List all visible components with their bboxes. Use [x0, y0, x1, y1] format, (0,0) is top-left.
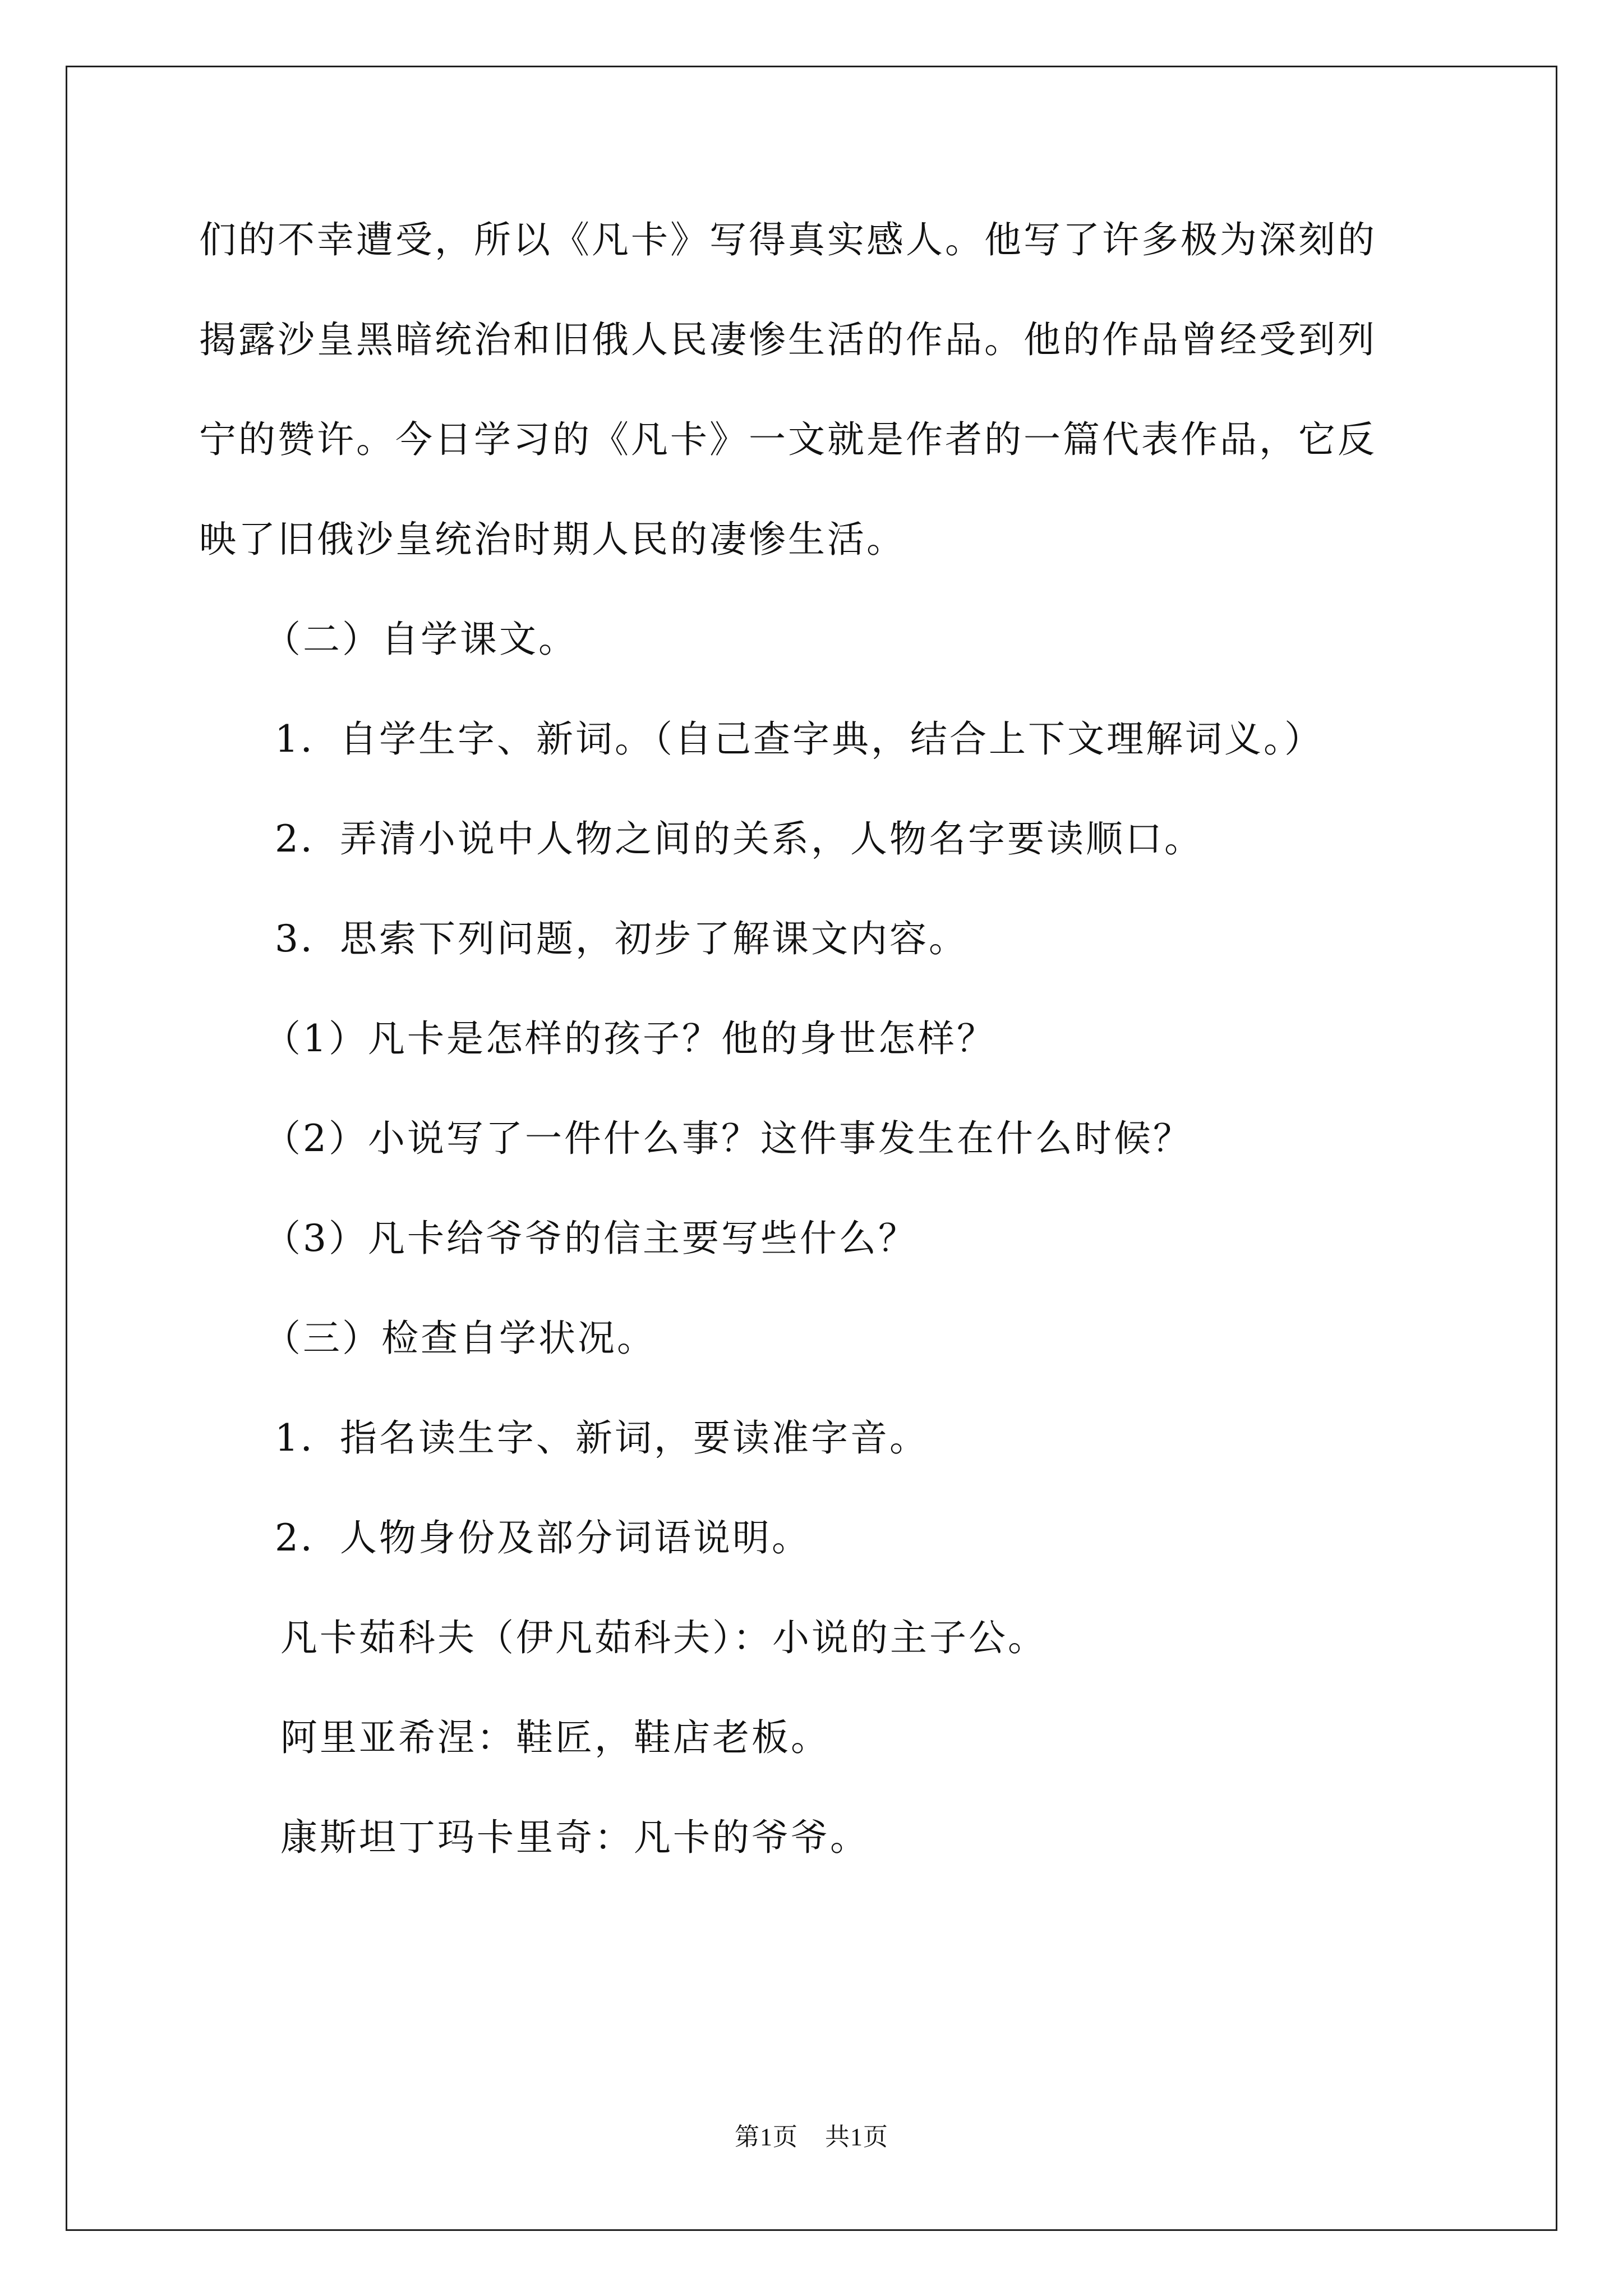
paragraph-line: 映了旧俄沙皇统治时期人民的凄惨生活。 — [199, 518, 906, 561]
term-definition: 凡卡茹科夫（伊凡茹科夫）：小说的主子公。 — [280, 1616, 1047, 1659]
list-item: 2．弄清小说中人物之间的关系，人物名字要读顺口。 — [275, 817, 1204, 861]
term-definition: 康斯坦丁玛卡里奇：凡卡的爷爷。 — [280, 1816, 869, 1859]
paragraph-line: 揭露沙皇黑暗统治和旧俄人民凄惨生活的作品。他的作品曾经受到列 — [199, 318, 1377, 361]
term-definition: 阿里亚希涅：鞋匠，鞋店老板。 — [280, 1716, 830, 1759]
list-item: 3．思索下列问题，初步了解课文内容。 — [275, 917, 968, 960]
question-item: （2）小说写了一件什么事？这件事发生在什么时候？ — [264, 1117, 1192, 1160]
document-body — [199, 218, 1444, 1919]
list-item: 1．指名读生字、新词，要读准字音。 — [275, 1416, 929, 1460]
question-item: （3）凡卡给爷爷的信主要写些什么？ — [264, 1217, 917, 1260]
page-footer — [0, 2125, 1623, 2150]
list-item: 1．自学生字、新词。（自己查字典，结合上下文理解词义。） — [275, 717, 1324, 761]
paragraph-line: 宁的赞许。今日学习的《凡卡》一文就是作者的一篇代表作品，它反 — [199, 418, 1377, 461]
section-heading: （三）检查自学状况。 — [264, 1317, 656, 1360]
paragraph-line: 们的不幸遭受，所以《凡卡》写得真实感人。他写了许多极为深刻的 — [199, 218, 1377, 261]
page-total: 共1页 — [825, 2123, 888, 2151]
section-heading: （二）自学课文。 — [264, 618, 578, 661]
page-number: 第1页 — [735, 2123, 798, 2151]
question-item: （1）凡卡是怎样的孩子？他的身世怎样？ — [264, 1017, 996, 1060]
list-item: 2．人物身份及部分词语说明。 — [275, 1516, 811, 1559]
